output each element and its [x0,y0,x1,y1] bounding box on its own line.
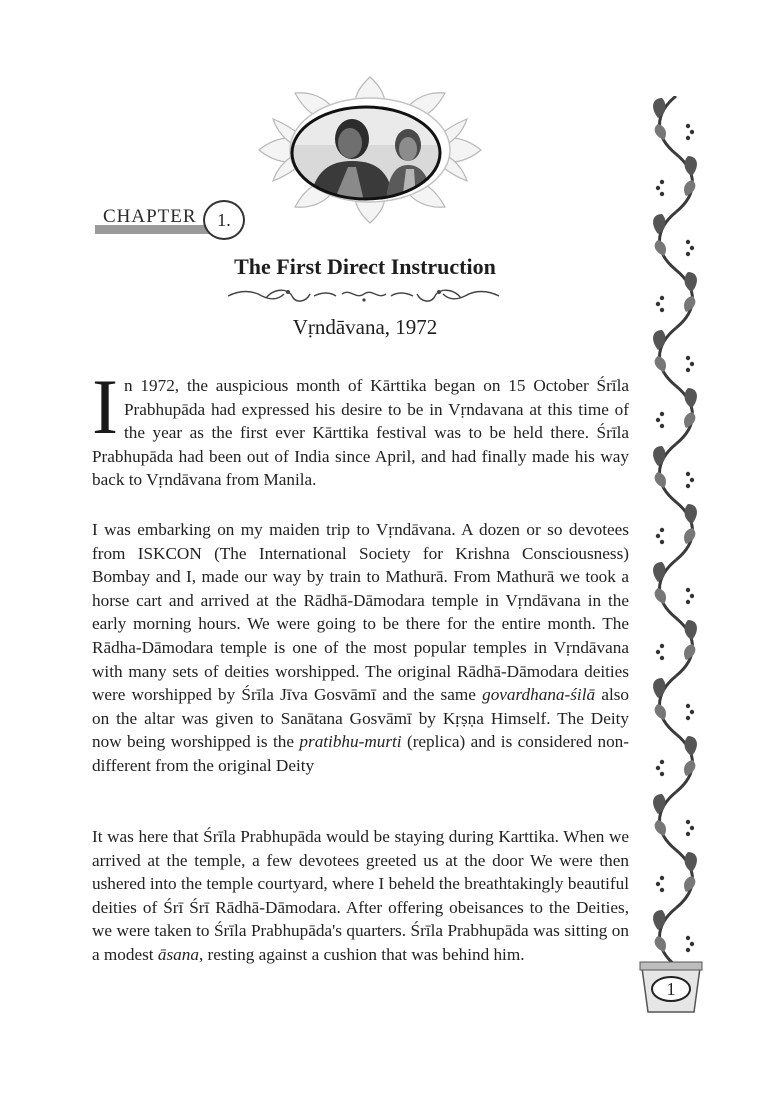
portrait-photo [290,105,442,201]
chapter-label-text: CHAPTER [103,206,197,227]
paragraph-3 [92,825,629,967]
chapter-label [95,202,217,234]
paragraph-2-text-a: I was embarking on my maiden trip to Vṛndāvana. A dozen or so devotees from ISKCON (The International Society for Krishna Consciousness) Bombay and I, made our way by train to Mathurā. From Mathurā we took a horse cart and arrived at the Rādhā-Dāmodara temple in Vṛndāvana in the early morning hours. We were going to be there for the entire month. The Rādha-Dāmodara temple is one of the most popular temples in Vṛndāvana with many sets of deities worshipped. The original Rādhā-Dāmodara deities were worshipped by Śrīla Jīva Gosvāmī and the same [92,520,629,705]
title-flourish-ornament [226,284,501,306]
paragraph-1-text: n 1972, the auspicious month of Kārttika began on 15 October Śrīla Prabhupāda had expressed his desire to be in Vṛndavana at this time of the year as the first ever Kārttika festival was to be held there. Śrīla Prabhupāda had been out of India since April, and had finally made his way back to Vṛndāvana from Manila. [92,376,629,490]
paragraph-2-italic-a: govardhana-śilā [482,685,596,705]
chapter-subtitle: Vṛndāvana, 1972 [292,315,438,339]
drop-cap: I [92,363,118,450]
paragraph-3-italic-a: āsana [157,944,199,964]
chapter-title: The First Direct Instruction [234,254,496,279]
paragraph-2-text-c: (replica) and is considered non-different from the original Deity [92,732,629,775]
paragraph-2 [92,518,629,778]
chapter-number: 1. [203,200,245,240]
paragraph-1 [92,363,629,492]
paragraph-2-text-b: also on the altar was given to Sanātana Gosvāmī by Kṛṣṇa Himself. The Deity now being worshipped is the [92,685,629,752]
paragraph-2-italic-b: pratibhu-murti [299,732,402,752]
paragraph-3-text-b: , resting against a cushion that was behind him. [198,944,525,964]
paragraph-3-text-a: It was here that Śrīla Prabhupāda would be staying during Karttika. When we arrived at the temple, a few devotees greeted us at the door We were then ushered into the temple courtyard, where I beheld the breathtakingly beautiful deities of Śrī Śrī Rādhā-Dāmodara. After offering obeisances to the Deities, we were taken to Śrīla Prabhupāda's quarters. Śrīla Prabhupāda was sitting on a modest [92,827,629,964]
page-number: 1 [666,979,676,999]
vine-border-ornament [648,96,702,966]
